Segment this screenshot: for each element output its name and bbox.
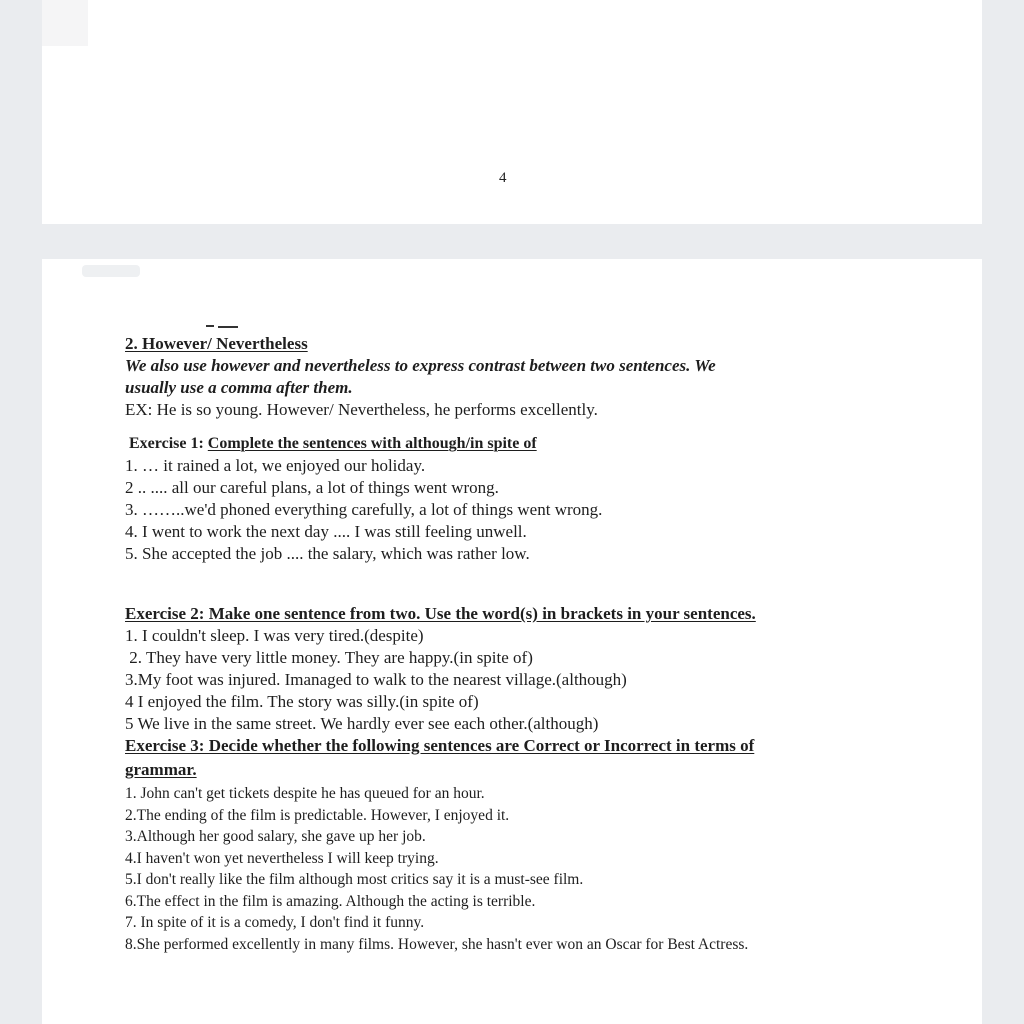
exercise2-item: 1. I couldn't sleep. I was very tired.(despite) <box>125 626 424 645</box>
current-page <box>42 259 982 1024</box>
exercise1-item: 2 .. .... all our careful plans, a lot of things went wrong. <box>125 478 499 497</box>
exercise3-item: 8.She performed excellently in many films. However, she hasn't ever won an Oscar for Best Actress. <box>125 935 749 953</box>
exercise3-item: 5.I don't really like the film although most critics say it is a must-see film. <box>125 871 584 888</box>
exercise3-item: 4.I haven't won yet nevertheless I will keep trying. <box>125 849 439 867</box>
scan-mark <box>206 325 246 328</box>
section-explanation: We also use however and nevertheless to express contrast between two sentences. We <box>125 356 716 375</box>
exercise2-heading: Exercise 2: Make one sentence from two. Use the word(s) in brackets in your sentences. <box>125 604 756 623</box>
page-number: 4 <box>499 170 507 186</box>
exercise2-item: 5 We live in the same street. We hardly ever see each other.(although) <box>125 714 599 733</box>
section-explanation: usually use a comma after them. <box>125 378 353 397</box>
exercise2-item: 2. They have very little money. They are happy.(in spite of) <box>125 648 533 667</box>
exercise3-item: 6.The effect in the film is amazing. Although the acting is terrible. <box>125 892 536 910</box>
exercise1-item: 5. She accepted the job .... the salary, which was rather low. <box>125 544 530 563</box>
exercise3-heading: Exercise 3: Decide whether the following sentences are Correct or Incorrect in terms of <box>125 736 755 755</box>
exercise3-item: 2.The ending of the film is predictable. However, I enjoyed it. <box>125 806 510 824</box>
page-content <box>125 333 955 955</box>
exercise2-item: 4 I enjoyed the film. The story was silly.(in spite of) <box>125 692 479 711</box>
exercise2-item: 3.My foot was injured. Imanaged to walk to the nearest village.(although) <box>125 670 627 689</box>
exercise1-item: 3. ……..we'd phoned everything carefully, a lot of things went wrong. <box>125 500 603 519</box>
exercise1-heading <box>125 433 955 455</box>
scan-artifact <box>42 0 88 46</box>
scan-artifact <box>82 265 140 277</box>
exercise1-instruction: Complete the sentences with although/in spite of <box>207 435 537 452</box>
exercise1-label: Exercise 1: <box>129 435 208 452</box>
previous-page <box>42 0 982 224</box>
exercise3-item: 3.Although her good salary, she gave up her job. <box>125 828 426 845</box>
exercise3-item: 1. John can't get tickets despite he has queued for an hour. <box>125 785 485 802</box>
exercise1-item: 1. … it rained a lot, we enjoyed our holiday. <box>125 456 426 475</box>
exercise3-item: 7. In spite of it is a comedy, I don't find it funny. <box>125 914 425 931</box>
exercise1-item: 4. I went to work the next day .... I was still feeling unwell. <box>125 522 527 541</box>
exercise3-heading: grammar. <box>125 760 197 779</box>
section-example: EX: He is so young. However/ Nevertheless, he performs excellently. <box>125 400 598 419</box>
section-heading: 2. However/ Nevertheless <box>125 334 308 353</box>
